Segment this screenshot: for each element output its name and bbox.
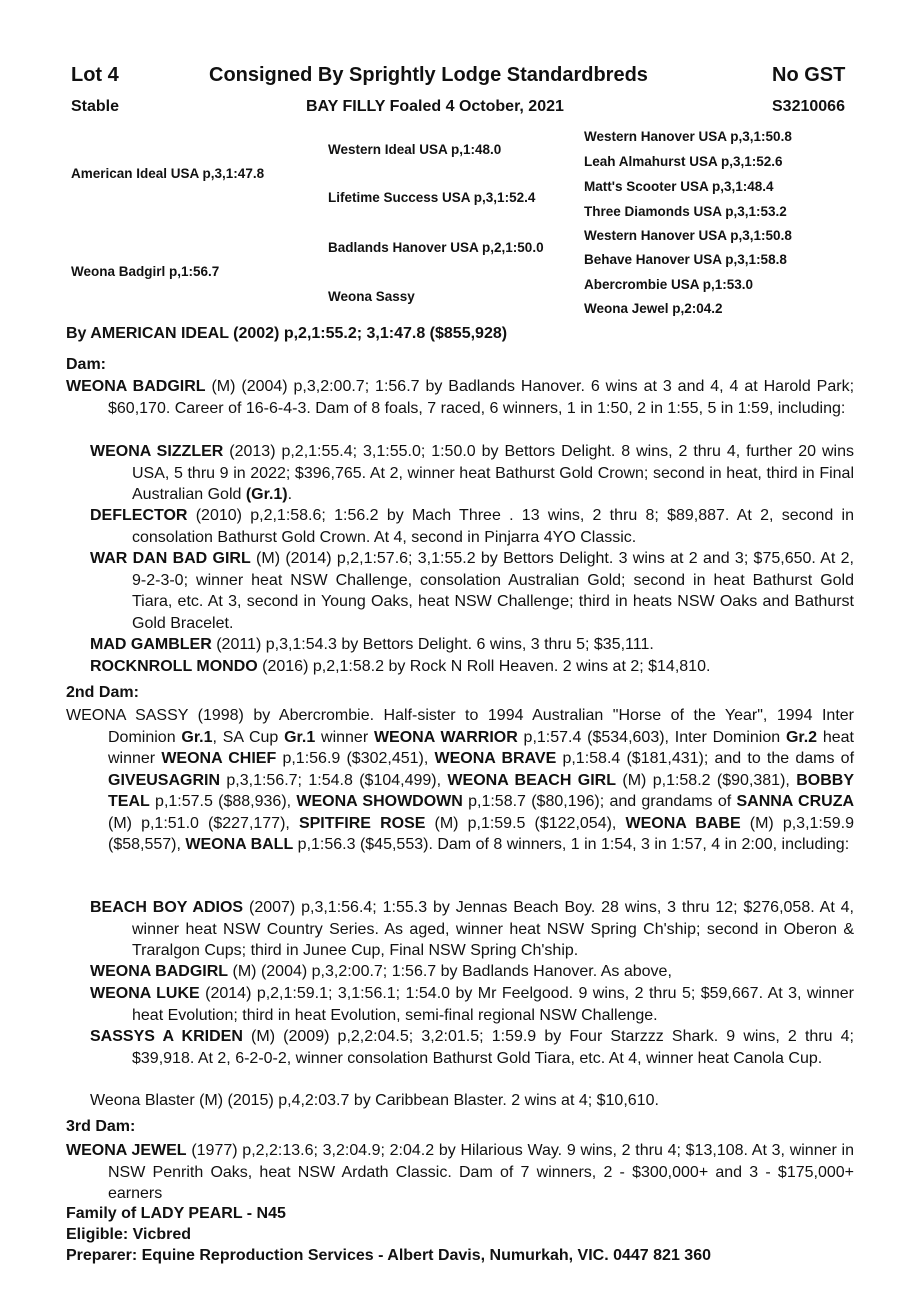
second-dam-foal-3-name: WEONA LUKE bbox=[90, 985, 200, 1002]
dam-foal-1-text: (2013) p,2,1:55.4; 3,1:55.0; 1:50.0 by Bettors Delight. 8 wins, 2 thru 4, further 20 wins USA, 5 thru 9 in 2022; $396,765. At 2, winner heat Bathurst Gold Crown; second in heat, third in Final Australian Gold bbox=[132, 443, 855, 503]
second-dam-text-7: p,1:58.4 ($181,431); and to the dams of bbox=[556, 750, 855, 767]
second-dam-foal-5 bbox=[90, 1090, 854, 1112]
second-dam-text-2: , SA Cup bbox=[212, 728, 285, 746]
second-dam-foal-5-text: Weona Blaster (M) (2015) p,4,2:03.7 by Caribbean Blaster. 2 wins at 4; $10,610. bbox=[90, 1092, 659, 1109]
pedigree-dam: Weona Badgirl p,1:56.7 bbox=[71, 264, 220, 279]
grade-1b: Gr.1 bbox=[284, 728, 316, 746]
pedigree-dam-dam: Weona Sassy bbox=[328, 289, 415, 304]
horse-name-weona-warrior: WEONA WARRIOR bbox=[373, 728, 518, 746]
second-dam-text-14: (M) p,3,1:59.9 ($58,557), bbox=[108, 814, 854, 853]
dam-foal-5-text: (2016) p,2,1:58.2 by Rock N Roll Heaven. 2 wins at 2; $14,810. bbox=[257, 658, 711, 675]
pedigree-g4: Three Diamonds USA p,3,1:53.2 bbox=[584, 204, 787, 219]
horse-name-weona-babe: WEONA BABE bbox=[625, 814, 741, 832]
second-dam-text-15: p,1:56.3 ($45,553). Dam of 8 winners, 1 in 1:54, 3 in 1:57, 4 in 2:00, including: bbox=[293, 836, 850, 853]
dam-foal-1-end: . bbox=[287, 486, 293, 503]
second-dam-text-11: p,1:58.7 ($80,196); and grandams of bbox=[462, 793, 737, 810]
dam-foal-1-grade: (Gr.1) bbox=[245, 486, 288, 503]
horse-name-weona-ball: WEONA BALL bbox=[185, 836, 294, 853]
pedigree-g7: Abercrombie USA p,1:53.0 bbox=[584, 277, 754, 292]
third-dam-text: (1977) p,2,2:13.6; 3,2:04.9; 2:04.2 by Hilarious Way. 9 wins, 2 thru 4; $13,108. At 3, winner in NSW Penrith Oaks, heat NSW Ardath Classic. Dam of 7 winners, 2 - $300,000+ and 3 - $175,000+ earners bbox=[108, 1142, 855, 1202]
eligible-line: Eligible: Vicbred bbox=[66, 1226, 192, 1243]
second-dam-foal-1-text: (2007) p,3,1:56.4; 1:55.3 by Jennas Beach Boy. 28 wins, 3 thru 12; $276,058. At 4, winner heat NSW Country Series. As aged, winner heat NSW Spring Ch'ship; second in Oberon & Traralgon Cups; third in Junee Cup, Final NSW Spring Ch'ship. bbox=[132, 899, 854, 959]
second-dam-text-12: (M) p,1:51.0 ($227,177), bbox=[108, 814, 299, 832]
second-dam-label: 2nd Dam: bbox=[66, 684, 139, 701]
pedigree-g8: Weona Jewel p,2:04.2 bbox=[584, 301, 723, 316]
dam-entry bbox=[66, 376, 854, 419]
second-dam-text-10: p,1:57.5 ($88,936), bbox=[149, 793, 297, 810]
second-dam-text-9: (M) p,1:58.2 ($90,381), bbox=[616, 771, 797, 789]
dam-foal-3 bbox=[90, 548, 854, 634]
dam-foal-3-name: WAR DAN BAD GIRL bbox=[90, 550, 251, 567]
horse-name-giveusagrin: GIVEUSAGRIN bbox=[108, 771, 221, 789]
second-dam-text-13: (M) p,1:59.5 ($122,054), bbox=[425, 814, 626, 832]
dam-foal-5-name: ROCKNROLL MONDO bbox=[90, 658, 258, 675]
dam-foal-4-text: (2011) p,3,1:54.3 by Bettors Delight. 6 wins, 3 thru 5; $35,111. bbox=[211, 636, 654, 653]
second-dam-foal-4 bbox=[90, 1026, 854, 1069]
second-dam-foal-4-text: (M) (2009) p,2,2:04.5; 3,2:01.5; 1:59.9 by Four Starzzz Shark. 9 wins, 2 thru 4; $39,918. At 2, 6-2-0-2, winner consolation Bathurst Gold Tiara, etc. At 4, winner heat Canola Cup. bbox=[132, 1028, 855, 1067]
dam-foal-2 bbox=[90, 505, 854, 548]
horse-name-sanna-cruza: SANNA CRUZA bbox=[736, 793, 855, 810]
pedigree-g1: Western Hanover USA p,3,1:50.8 bbox=[584, 129, 792, 144]
dam-foal-5 bbox=[90, 656, 854, 678]
family-line: Family of LADY PEARL - N45 bbox=[66, 1205, 286, 1222]
stable-location: Stable bbox=[71, 98, 120, 115]
horse-name-weona-beach-girl: WEONA BEACH GIRL bbox=[447, 771, 616, 789]
dam-foal-1 bbox=[90, 441, 854, 506]
horse-name-weona-brave: WEONA BRAVE bbox=[434, 750, 557, 767]
second-dam-text-3: winner bbox=[315, 728, 374, 746]
horse-id: S3210066 bbox=[772, 98, 845, 115]
second-dam-entry bbox=[66, 705, 854, 856]
second-dam-text-5: heat winner bbox=[108, 728, 854, 767]
third-dam-name: WEONA JEWEL bbox=[66, 1142, 187, 1159]
dam-name: WEONA BADGIRL bbox=[66, 378, 206, 395]
second-dam-foal-4-name: SASSYS A KRIDEN bbox=[90, 1028, 243, 1045]
pedigree-g3: Matt's Scooter USA p,3,1:48.4 bbox=[584, 179, 774, 194]
pedigree-dam-sire: Badlands Hanover USA p,2,1:50.0 bbox=[328, 240, 544, 255]
dam-foal-2-name: DEFLECTOR bbox=[90, 507, 188, 524]
second-dam-text-4: p,1:57.4 ($534,603), Inter Dominion bbox=[517, 728, 786, 746]
dam-foal-4-name: MAD GAMBLER bbox=[90, 636, 212, 653]
second-dam-foal-3 bbox=[90, 983, 854, 1026]
dam-label: Dam: bbox=[66, 356, 107, 373]
horse-name-spitfire-rose: SPITFIRE ROSE bbox=[298, 814, 426, 832]
second-dam-text-6: p,1:56.9 ($302,451), bbox=[276, 750, 435, 767]
dam-text: (M) (2004) p,3,2:00.7; 1:56.7 by Badlands Hanover. 6 wins at 3 and 4, 4 at Harold Park; $60,170. Career of 16-6-4-3. Dam of 8 foals, 7 raced, 6 winners, 1 in 1:50, 2 in 1:55, 5 in 1:59, including: bbox=[108, 378, 855, 417]
horse-description: BAY FILLY Foaled 4 October, 2021 bbox=[306, 98, 564, 115]
dam-foal-3-text: (M) (2014) p,2,1:57.6; 3,1:55.2 by Bettors Delight. 3 wins at 2 and 3; $75,650. At 2, 9-2-3-0; winner heat NSW Challenge, consolation Australian Gold; second in heat Bathurst Gold Tiara, etc. At 3, second in Young Oaks, heat NSW Challenge; third in heats NSW Oaks and Bathurst Gold Bracelet. bbox=[132, 550, 855, 632]
pedigree-sire-sire: Western Ideal USA p,1:48.0 bbox=[328, 142, 502, 157]
consigner-title: Consigned By Sprightly Lodge Standardbreds bbox=[209, 64, 648, 86]
grade-2: Gr.2 bbox=[785, 728, 818, 746]
horse-name-bobby-teal: BOBBY TEAL bbox=[108, 771, 854, 810]
preparer-line: Preparer: Equine Reproduction Services - Albert Davis, Numurkah, VIC. 0447 821 360 bbox=[66, 1247, 711, 1264]
second-dam-foal-2 bbox=[90, 961, 854, 983]
horse-name-weona-chief: WEONA CHIEF bbox=[161, 750, 277, 767]
third-dam-label: 3rd Dam: bbox=[66, 1118, 136, 1135]
horse-name-weona-showdown: WEONA SHOWDOWN bbox=[296, 793, 463, 810]
pedigree-sire: American Ideal USA p,3,1:47.8 bbox=[71, 166, 265, 181]
second-dam-foal-2-name: WEONA BADGIRL bbox=[90, 963, 229, 980]
dam-foal-2-text: (2010) p,2,1:58.6; 1:56.2 by Mach Three . 13 wins, 2 thru 8; $89,887. At 2, second in consolation Bathurst Gold Crown. At 4, second in Pinjarra 4YO Classic. bbox=[132, 507, 854, 546]
gst-status: No GST bbox=[772, 64, 846, 86]
pedigree-g2: Leah Almahurst USA p,3,1:52.6 bbox=[584, 154, 783, 169]
grade-1a: Gr.1 bbox=[181, 728, 213, 746]
second-dam-foal-2-text: (M) (2004) p,3,2:00.7; 1:56.7 by Badlands Hanover. As above, bbox=[228, 963, 672, 980]
dam-foal-1-name: WEONA SIZZLER bbox=[90, 443, 224, 460]
sire-summary: By AMERICAN IDEAL (2002) p,2,1:55.2; 3,1:47.8 ($855,928) bbox=[66, 325, 508, 342]
third-dam-entry bbox=[66, 1140, 854, 1205]
lot-number: Lot 4 bbox=[71, 64, 119, 86]
second-dam-text-1: WEONA SASSY (1998) by Abercrombie. Half-sister to 1994 Australian "Horse of the Year", 1994 Inter Dominion bbox=[66, 707, 854, 746]
second-dam-foal-1-name: BEACH BOY ADIOS bbox=[90, 899, 244, 916]
pedigree-g5: Western Hanover USA p,3,1:50.8 bbox=[584, 228, 792, 243]
pedigree-sire-dam: Lifetime Success USA p,3,1:52.4 bbox=[328, 190, 536, 205]
second-dam-foal-3-text: (2014) p,2,1:59.1; 3,1:56.1; 1:54.0 by Mr Feelgood. 9 wins, 2 thru 5; $59,667. At 3, winner heat Evolution; third in heat Evolution, semi-final regional NSW Challenge. bbox=[132, 985, 855, 1024]
second-dam-foal-1 bbox=[90, 897, 854, 962]
pedigree-g6: Behave Hanover USA p,3,1:58.8 bbox=[584, 252, 787, 267]
second-dam-text-8: p,3,1:56.7; 1:54.8 ($104,499), bbox=[220, 771, 448, 789]
dam-foal-4 bbox=[90, 634, 854, 656]
